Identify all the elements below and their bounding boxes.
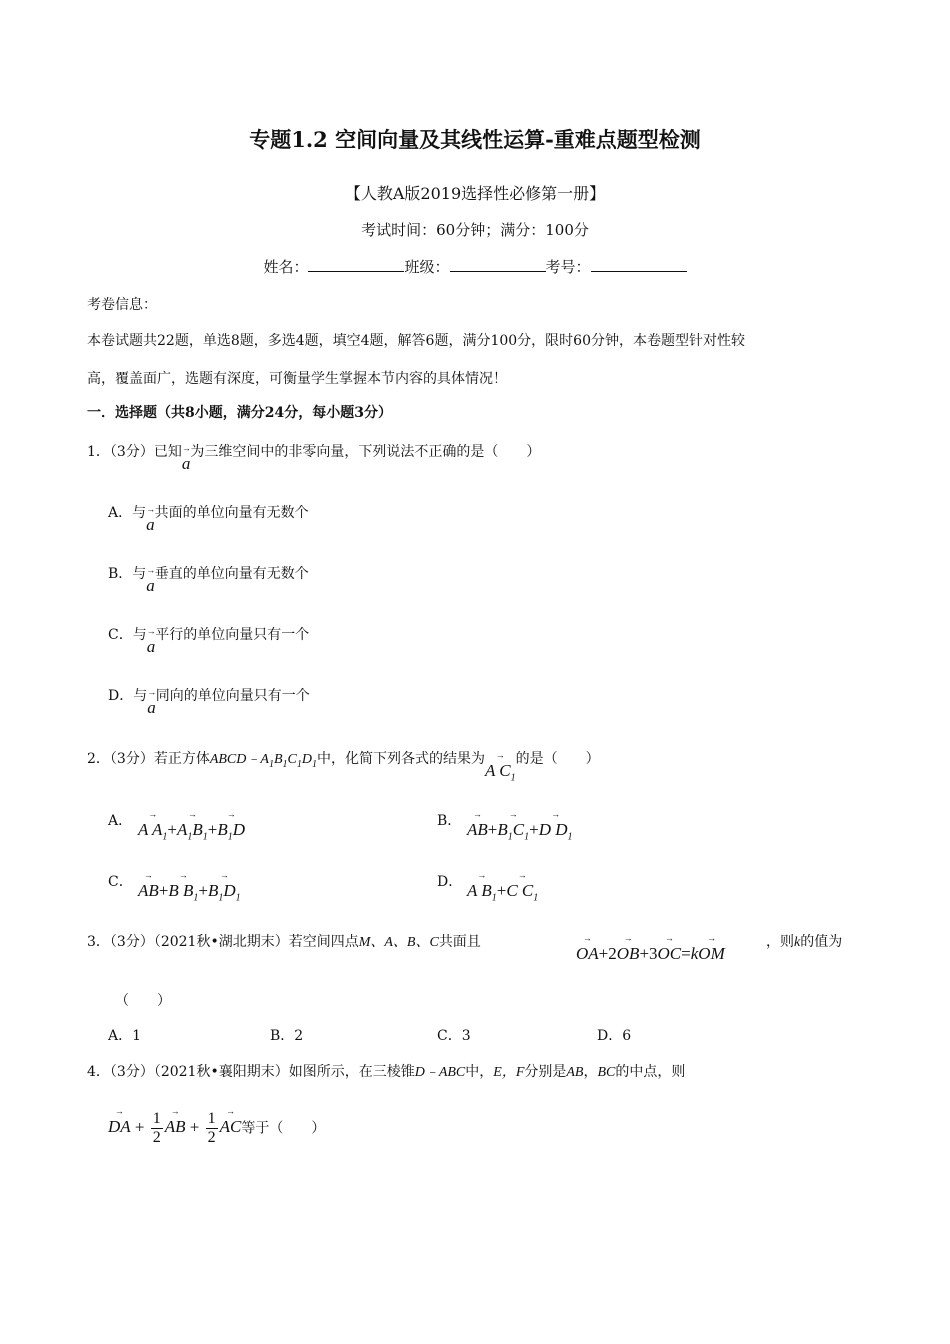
vector-ab: → AB: [138, 870, 159, 900]
q4-mid: 中，: [465, 1064, 494, 1080]
vector-cc1: → C $C_1$: [506, 870, 539, 904]
q3-k: k: [794, 935, 801, 950]
q1-option-a-text: 共面的单位向量有无数个: [154, 505, 309, 521]
q2-option-c[interactable]: [108, 871, 133, 891]
q2-suffix-mid: 中，化简下列各式的结果为: [316, 751, 485, 767]
q3-mid: 共面且: [438, 934, 481, 950]
notice-line-2: 高，覆盖面广，选题有深度，可衡量学生掌握本节内容的具体情况！: [87, 371, 507, 387]
q2-option-b-label: B．: [437, 813, 462, 829]
q4-end: 的中点，则: [615, 1064, 686, 1080]
vector-a: → a: [147, 687, 157, 717]
q1-suffix: 为三维空间中的非零向量，下列说法不正确的是（ ）: [190, 444, 541, 460]
vector-oa: → OA: [576, 933, 599, 963]
vector-ob: → OB: [616, 933, 640, 963]
q1-option-d-label: D．与: [108, 688, 148, 704]
vector-ab: → AB: [467, 809, 488, 839]
vector-a1b1: → $A_1B_1$: [177, 809, 208, 843]
exam-info: 考试时间：60分钟；满分：100分: [361, 221, 589, 239]
vector-ab1: → A $B_1$: [467, 870, 497, 904]
vector-a: → a: [181, 443, 191, 473]
question-2: [87, 748, 600, 784]
vector-ac1: → A $C_1$: [484, 750, 516, 784]
name-label: 姓名：: [263, 258, 309, 276]
textbook-subtitle: 【人教A版2019选择性必修第一册】: [344, 184, 606, 203]
q3-option-d[interactable]: D．6: [597, 1028, 632, 1044]
section-heading: 一．选择题（共8小题，满分24分，每小题3分）: [87, 405, 392, 421]
vector-a: → a: [146, 504, 156, 534]
q4-expression: → DA + $\frac{1}{2}$ → AB + $\frac{1}{2}$ → AC等于（ ）: [108, 1106, 326, 1146]
question-4: [87, 1061, 685, 1081]
vector-aa1: → A $A_1$: [138, 809, 168, 843]
q3-equation: → OA+2 → OB+3 → OC=k → OM: [576, 933, 725, 963]
cube-name: $ABCD﹣A_1B_1C_1D_1$: [209, 752, 317, 770]
fraction-half: $\frac{1}{2}$: [207, 1110, 216, 1146]
vector-dd1: → D $D_1$: [538, 809, 573, 843]
q4-suffix: 等于（ ）: [241, 1120, 326, 1137]
vector-om: → OM: [698, 933, 725, 963]
q2-option-a-expr: → A $A_1+$ → $A_1B_1+$ → $B_1D$: [138, 809, 246, 843]
q1-option-c[interactable]: [108, 624, 310, 656]
name-blank: [308, 257, 404, 272]
q3-answer-paren: （ ）: [115, 993, 171, 1009]
q3-option-c[interactable]: C．3: [437, 1028, 471, 1044]
q2-option-b[interactable]: [437, 810, 461, 830]
class-label: 班级：: [404, 258, 450, 276]
vector-b1d1: → $B_1D_1$: [208, 870, 241, 904]
q4-comma: ，: [583, 1064, 598, 1080]
q4-ab: AB: [566, 1065, 584, 1080]
question-3: [87, 931, 481, 951]
q1-option-c-text: 平行的单位向量只有一个: [155, 627, 310, 643]
vector-a: → a: [146, 565, 156, 595]
q3-option-a[interactable]: A．1: [108, 1028, 142, 1044]
q3-tail: [766, 931, 842, 951]
vector-oc: → OC: [657, 933, 682, 963]
q3-suffix: ，则: [766, 934, 794, 950]
class-blank: [450, 257, 546, 272]
q4-ef: E，F: [493, 1065, 525, 1080]
notice-label: 考卷信息：: [87, 297, 157, 313]
vector-da: → DA: [108, 1106, 131, 1137]
vector-bb1: → B $B_1$: [168, 870, 199, 904]
vector-a: → a: [146, 626, 156, 656]
q2-option-a[interactable]: [108, 810, 132, 830]
q2-option-c-label: C．: [108, 874, 133, 890]
student-fields: [0, 256, 950, 277]
vector-b1d: → $B_1D$: [217, 809, 246, 843]
fraction-half: $\frac{1}{2}$: [152, 1110, 161, 1146]
q1-prefix: 1．（3分）已知: [87, 444, 182, 460]
id-blank: [591, 257, 687, 272]
q1-option-a[interactable]: [108, 502, 309, 534]
question-1: [87, 441, 541, 473]
q3-points: M、A、B、C: [358, 935, 439, 950]
q3-prefix: 3．（3分）（2021秋•湖北期末）若空间四点: [87, 934, 359, 950]
id-label: 考号：: [545, 258, 591, 276]
q1-option-a-label: A．与: [108, 505, 147, 521]
notice-line-1: 本卷试题共22题，单选8题，多选4题，填空4题，解答6题，满分100分，限时60分钟，本卷题型针对性较: [87, 333, 745, 349]
q1-option-d-text: 同向的单位向量只有一个: [155, 688, 310, 704]
q2-option-d-label: D．: [437, 874, 463, 890]
page-title: 专题1.2 空间向量及其线性运算-重难点题型检测: [249, 127, 701, 152]
q2-suffix: 的是（ ）: [515, 751, 600, 767]
q2-option-d[interactable]: [437, 871, 462, 891]
q2-option-c-expr: → AB+ → B $B_1+$ → $B_1D_1$: [138, 870, 241, 904]
q4-mid2: 分别是: [524, 1064, 567, 1080]
q1-option-b-text: 垂直的单位向量有无数个: [154, 566, 309, 582]
q2-option-a-label: A．: [108, 813, 133, 829]
q2-prefix: 2．（3分）若正方体: [87, 751, 210, 767]
vector-ab: → AB: [164, 1106, 186, 1137]
q3-end: 的值为: [800, 934, 843, 950]
q4-prefix: 4．（3分）（2021秋•襄阳期末）如图所示，在三棱锥: [87, 1064, 415, 1080]
q2-option-b-expr: → AB+ → $B_1C_1+$ → D $D_1$: [467, 809, 573, 843]
q1-option-c-label: C．与: [108, 627, 147, 643]
vector-b1c1: → $B_1C_1$: [497, 809, 530, 843]
q4-pyramid: D﹣ABC: [414, 1065, 466, 1080]
q1-option-b[interactable]: [108, 563, 309, 595]
q2-option-d-expr: → A $B_1+$ → C $C_1$: [467, 870, 539, 904]
q3-option-b[interactable]: B．2: [270, 1028, 304, 1044]
vector-ac: → AC: [219, 1106, 242, 1137]
q4-bc: BC: [597, 1065, 616, 1080]
q1-option-b-label: B．与: [108, 566, 147, 582]
q1-option-d[interactable]: [108, 685, 310, 717]
